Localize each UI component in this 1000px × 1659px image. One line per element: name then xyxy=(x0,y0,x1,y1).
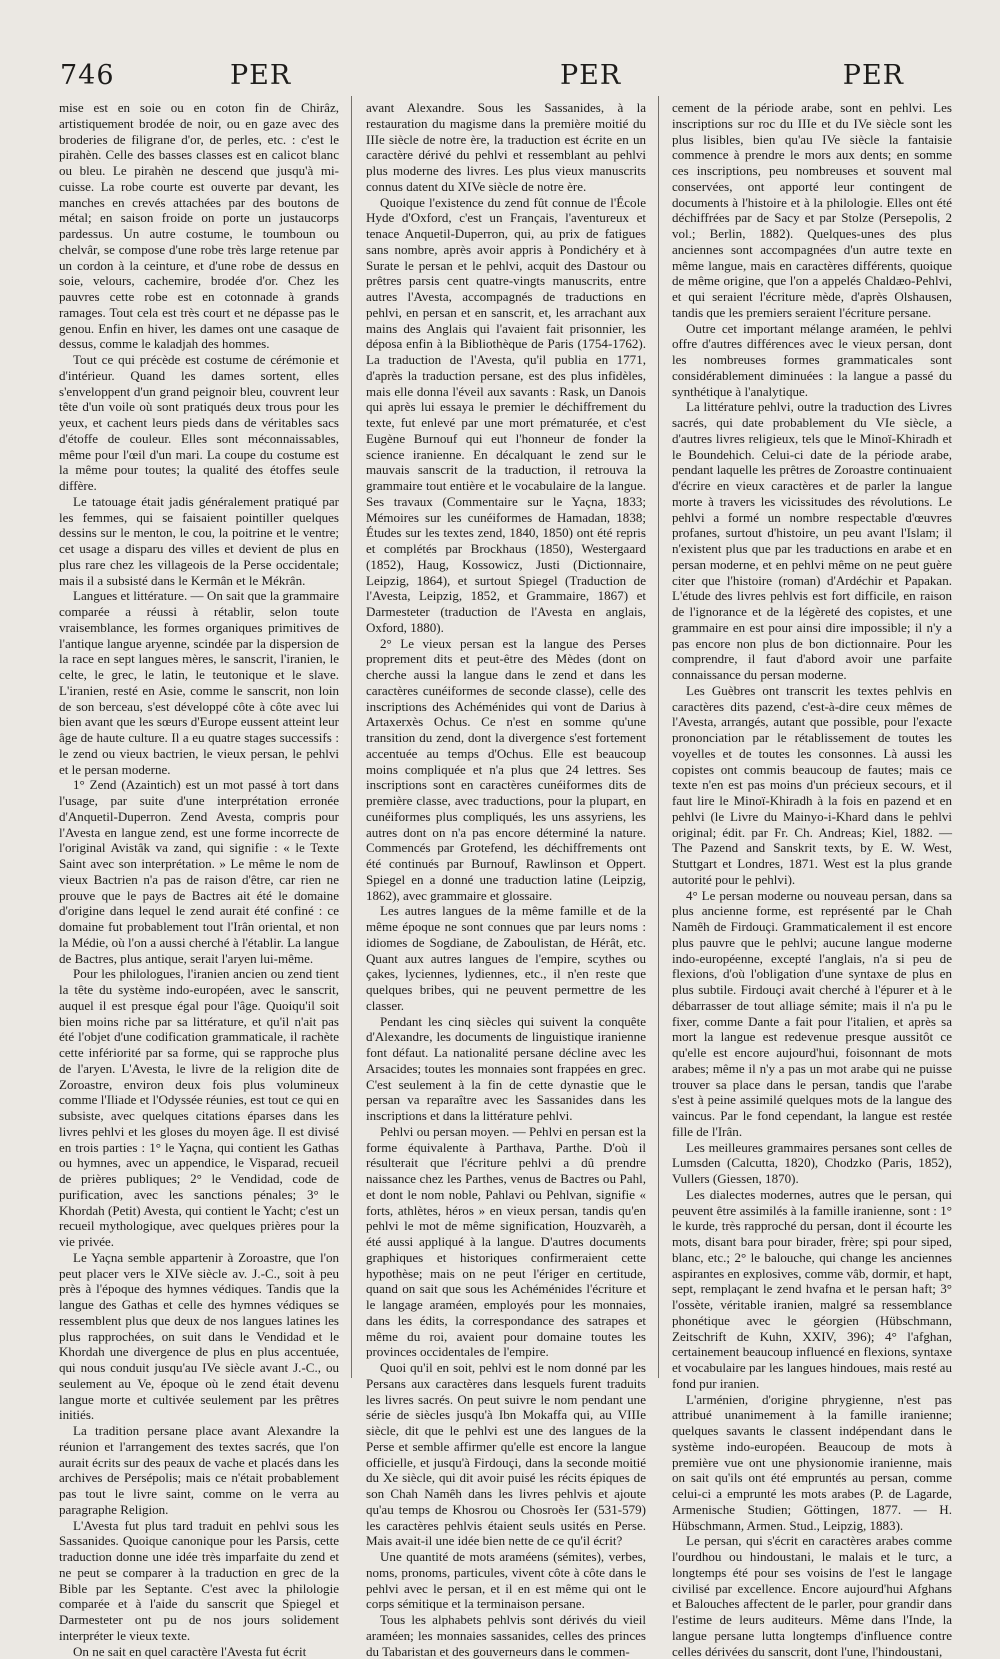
center-running-head: PER xyxy=(560,60,621,91)
left-running-head: PER xyxy=(230,60,291,91)
paragraph: cement de la période arabe, sont en pehlvi. Les inscriptions sur roc du IIIe et du IVe siècle sont les plus lisibles, bien qu'au IVe siècle la fantaisie commence à prendre le mors aux dents; en somme ces inscriptions, peu nombreuses et souvent mal conservées, ont apporté leur contingent de documents à l'histoire et à la philologie. Elles ont été déchiffrées par de Sacy et par Stolze (Persepolis, 2 vol.; Berlin, 1882). Quelques-unes des plus anciennes sont accompagnées d'un autre texte en même langue, mais en caractères différents, quoique de même origine, que l'on a appelés Chaldæo-Pehlvi, et qui seraient l'écriture mède, d'après Olshausen, tandis que les premiers seraient l'écriture persane. xyxy=(672,100,952,321)
right-running-head: PER xyxy=(843,60,904,91)
paragraph: Le persan, qui s'écrit en caractères arabes comme l'ourdhou ou hindoustani, le malais et le turc, a longtemps été pour ses voisins de l'est le langage civilisé par excellence. Encore aujourd'hui Afghans et Balouches affectent de le parler, pour grandir dans l'estime de leurs auditeurs. Même dans l'Inde, la langue persane lutta longtemps d'influence contre celles dérivées du sanscrit, dont l'une, l'hindoustani, xyxy=(672,1533,952,1659)
paragraph: 4° Le persan moderne ou nouveau persan, dans sa plus ancienne forme, est représenté par le Chah Namêh de Firdouçi. Grammaticalement il est encore plus pauvre que le pehlvi; aucune langue moderne indo-européenne, excepté l'anglais, n'a si peu de flexions, d'où l'obligation d'une syntaxe de plus en plus subtile. Firdouçi avait cherché à l'épurer et à le débarrasser de tout alliage sémite; mais il n'a pu le fixer, comme Dante a fait pour l'italien, et après sa mort la langue est redevenue presque aussitôt ce qu'elle est encore aujourd'hui, foisonnant de mots arabes; même il n'y a pas un mot arabe qui ne puisse trouver sa place dans le persan, tandis que l'arabe s'est à peine assimilé quelques mots de la langue des vaincus. Par le fond cependant, la langue est restée fille de l'Irân. xyxy=(672,888,952,1140)
paragraph: 1° Zend (Azaintich) est un mot passé à tort dans l'usage, par suite d'une interprétation erronée d'Anquetil-Duperron. Zend Avesta, compris pour l'Avesta en langue zend, est une forme incorrecte de l'original Avistâk va zand, qui signifie : « le Texte Saint avec son interprétation. » Le même le nom de vieux Bactrien n'a pas de raison d'être, car rien ne prouve que le pays de Bactres ait été le domaine d'origine dans lequel le zend aurait été confiné : ce domaine fut probablement tout l'Irân oriental, et non la Médie, où l'on a aussi cherché à l'établir. La langue de Bactres, plus antique, serait l'aryen lui-même. xyxy=(59,777,339,966)
paragraph: 2° Le vieux persan est la langue des Perses proprement dits et peut-être des Mèdes (dont on cherche aussi la langue dans le zend et dans les caractères cunéiformes de seconde classe), celle des inscriptions des Achéménides qui vont de Darius à Artaxerxès Ochus. Ce n'est en somme qu'une transition du zend, dont la divergence s'est fortement accentuée au temps d'Ochus. Elle est beaucoup moins compliquée et n'a plus que 24 lettres. Ses inscriptions sont en caractères cunéiformes dits de première classe, avec traductions, pour la plupart, en cunéiformes plus compliqués, les uns assyriens, les autres dont on n'a pas encore déterminé la nature. Commencés par Grotefend, les déchiffrements ont été continués par Burnouf, Rawlinson et Oppert. Spiegel en a donné une traduction latine (Leipzig, 1862), avec grammaire et glossaire. xyxy=(366,636,646,904)
paragraph: Les meilleures grammaires persanes sont celles de Lumsden (Calcutta, 1820), Chodzko (Paris, 1852), Vullers (Giessen, 1870). xyxy=(672,1140,952,1187)
paragraph: Tous les alphabets pehlvis sont dérivés du vieil araméen; les monnaies sassanides, celles des princes du Tabaristan et des gouverneurs dans le commen- xyxy=(366,1612,646,1659)
paragraph: avant Alexandre. Sous les Sassanides, à la restauration du magisme dans la première moitié du IIIe siècle de notre ère, la traduction est écrite en un caractère dérivé du pehlvi et ressemblant au pehlvi plus moderne des livres. Les plus vieux manuscrits connus datent du XIVe siècle de notre ère. xyxy=(366,100,646,195)
paragraph: Les Guèbres ont transcrit les textes pehlvis en caractères dits pazend, c'est-à-dire ceux mêmes de l'Avesta, arrangés, autant que possible, pour l'exacte prononciation par le rétablissement de toutes les voyelles et de toutes les consonnes. Là aussi les copistes ont commis beaucoup de fautes; mais ce texte n'en est pas moins d'un précieux secours, et il faut lire le Minoï-Khiradh à la fois en pazend et en pehlvi (le Livre du Mainyo-i-Khard dans le pehlvi original; édit. par Fr. Ch. Andreas; Kiel, 1882. — The Pazend and Sanskrit texts, by E. W. West, Stuttgart et Londres, 1871. West est la plus grande autorité pour le pehlvi). xyxy=(672,683,952,888)
paragraph: Pendant les cinq siècles qui suivent la conquête d'Alexandre, les documents de linguistique iranienne font défaut. La nationalité persane décline avec les Arsacides; toutes les monnaies sont frappées en grec. C'est seulement à la fin de cette dynastie que le persan va reparaître avec les Sassanides dans les inscriptions et dans la littérature pehlvi. xyxy=(366,1014,646,1124)
paragraph: La tradition persane place avant Alexandre la réunion et l'arrangement des textes sacrés, que l'on aurait écrits sur des peaux de vache et placés dans les archives de Persépolis; mais ce n'était probablement pas tout le livre saint, comme on le verra au paragraphe Religion. xyxy=(59,1423,339,1518)
paragraph: Les autres langues de la même famille et de la même époque ne sont connues que par leurs noms : idiomes de Sogdiane, de Zaboulistan, de Hérât, etc. Quant aux autres langues de l'empire, scythes ou çakes, lyciennes, lydiennes, etc., il n'en reste que quelques bribes, qui ne peuvent permettre de les classer. xyxy=(366,903,646,1013)
paragraph: Quoique l'existence du zend fût connue de l'École Hyde d'Oxford, c'est un Français, l'aventureux et tenace Anquetil-Duperron, qui, au prix de fatigues sans nombre, après avoir appris à Pondichéry et à Surate le persan et le pehlvi, acquit des Dastour ou prêtres parsis cent quatre-vingts manuscrits, entre autres l'Avesta, accompagnés de traductions en pehlvi, en persan et en sanscrit, et, les arrachant aux mains des Anglais qui l'avaient fait prisonnier, les déposa enfin à la Bibliothèque de Paris (1754-1762). La traduction de l'Avesta, qu'il publia en 1771, d'après la traduction persane, est des plus infidèles, mais elle donna l'éveil aux savants : Rask, un Danois qui après lui essaya le premier le déchiffrement du texte, fut enlevé par une mort prématurée, et c'est Eugène Burnouf qui eut l'honneur de fonder la science iranienne. En décalquant le zend sur le mauvais sanscrit de la traduction, il retrouva la grammaire tout entière et le vocabulaire de la langue. Ses travaux (Commentaire sur le Yaçna, 1833; Mémoires sur les cunéiformes de Hamadan, 1838; Études sur les textes zend, 1840, 1850) ont été repris et complétés par Brockhaus (1850), Westergaard (1852), Haug, Kossowicz, Justi (Dictionnaire, Leipzig, 1864), et surtout Spiegel (Traduction de l'Avesta, Leipzig, 1852, et Grammaire, 1867) et Darmesteter (traduction de l'Avesta en anglais, Oxford, 1880). xyxy=(366,195,646,636)
text-column-right xyxy=(672,100,952,1375)
paragraph: Langues et littérature. — On sait que la grammaire comparée a réussi à rétablir, selon toute vraisemblance, les formes organiques primitives de l'antique langue aryenne, scindée par la dispersion de la race en sept langues mères, le sanscrit, l'iranien, le celte, le grec, le latin, le teutonique et le slave. L'iranien, resté en Asie, comme le sanscrit, non loin de son berceau, s'est développé côte à côte avec lui bien avant que les sœurs d'Europe eussent atteint leur âge de haute culture. Il a eu quatre stages successifs : le zend ou vieux bactrien, le vieux persan, le pehlvi et le persan moderne. xyxy=(59,588,339,777)
column-divider-right xyxy=(658,96,659,1378)
page-number: 746 xyxy=(60,60,115,91)
paragraph: L'arménien, d'origine phrygienne, n'est pas attribué unanimement à la famille iranienne; quelques savants le classent indépendant dans le système indo-européen. Beaucoup de mots à première vue ont une physionomie iranienne, mais on sait qu'ils ont été empruntés au persan, comme celui-ci a emprunté les mots arabes (P. de Lagarde, Armenische Studien; Göttingen, 1877. — H. Hübschmann, Armen. Stud., Leipzig, 1883). xyxy=(672,1392,952,1534)
paragraph: Pehlvi ou persan moyen. — Pehlvi en persan est la forme équivalente à Parthava, Parthe. D'où il résulterait que l'écriture pehlvi a dû prendre naissance chez les Parthes, venus de Bactres ou Pahl, et dont le nom noble, Pahlavi ou Pehlvan, signifie « forts, athlètes, héros » en vieux persan, tandis qu'en pehlvi le mot de même signification, Houzvarèh, a été aussi appliqué à la langue. D'autres documents graphiques et historiques confirmeraient cette hypothèse; mais on ne peut l'ériger en certitude, quand on sait que sous les Achéménides l'écriture et le langage araméen, employés pour les monnaies, dans les édits, la correspondance des satrapes et même du roi, avaient pour domaine toutes les provinces occidentales de l'empire. xyxy=(366,1124,646,1360)
paragraph: Les dialectes modernes, autres que le persan, qui peuvent être assimilés à la famille iranienne, sont : 1° le kurde, très rapproché du persan, dont il écourte les mots, disant bara pour birader, frère; spi pour siped, blanc, etc.; 2° le balouche, qui change les anciennes aspirantes en explosives, comme vâb, dormir, et hapt, sept, remplaçant le zend hvafna et le persan haft; 3° l'ossète, véritable iranien, malgré sa ressemblance phonétique avec le géorgien (Hübschmann, Zeitschrift de Kuhn, XXIV, 396); 4° l'afghan, certainement beaucoup influencé en flexions, syntaxe et vocabulaire par les langues hindoues, mais resté au fond pur iranien. xyxy=(672,1187,952,1392)
paragraph: Le Yaçna semble appartenir à Zoroastre, que l'on peut placer vers le XIVe siècle av. J.-C., soit à peu près à l'époque des hymnes védiques. Tandis que la langue des Gathas et celle des hymnes védiques se ressemblent plus que deux de nos langues latines les plus rapprochées, on suit dans le Vendidad et le Khordah une divergence de plus en plus accentuée, qui nous conduit jusqu'au IVe siècle avant J.-C., ou seulement au Ve, époque où le zend était devenu langue morte et cultivée seulement par les prêtres initiés. xyxy=(59,1250,339,1423)
paragraph: Tout ce qui précède est costume de cérémonie et d'intérieur. Quand les dames sortent, elles s'enveloppent d'un grand peignoir bleu, couvrent leur tête d'un voile où sont pratiqués deux trous pour les yeux, et cachent leurs pieds dans de véritables sacs d'étoffe de couleur. Elles sont méconnaissables, même pour l'œil d'un mari. La coupe du costume est la même pour toutes; la qualité des étoffes seule diffère. xyxy=(59,352,339,494)
paragraph: mise est en soie ou en coton fin de Chirâz, artistiquement brodée de noir, ou en gaze avec des broderies de filigrane d'or, de perles, etc. : c'est le pirahèn. Celle des basses classes est en calicot blanc ou bleu. Le pirahèn ne descend que jusqu'à mi-cuisse. La robe courte est ouverte par devant, les manches en crevés attachées par des boutons de métal; en saison froide on porte un justaucorps pardessus. Un autre costume, le toumboun ou chelvâr, se compose d'une robe très large retenue par un cordon à la ceinture, et d'une robe de dessus en soie, velours, cachemire, brodée d'or. Chez les pauvres cette robe est en cotonnade à grands ramages. Tout cela est très court et ne dépasse pas le genou. Enfin en hiver, les dames ont une casaque de dessus, comme le kaladjah des hommes. xyxy=(59,100,339,352)
paragraph: Pour les philologues, l'iranien ancien ou zend tient la tête du système indo-européen, avec le sanscrit, auquel il est presque égal pour l'âge. Quoiqu'il soit bien moins riche par sa littérature, et qu'il n'ait pas été l'objet d'une codification grammaticale, il rachète cette infériorité par sa forme, qui se rapproche plus de l'aryen. L'Avesta, le livre de la religion dite de Zoroastre, environ deux fois plus volumineux comme l'Iliade et l'Odyssée réunies, est tout ce qui en subsiste, avec quelques citations éparses dans les livres pehlvi et les gloses du moyen âge. Il est divisé en trois parties : 1° le Yaçna, qui contient les Gathas ou hymnes, avec un appendice, le Visparad, recueil de prières publiques; 2° le Vendidad, code de purification, avec les sanctions pénales; 3° le Khordah (Petit) Avesta, qui contient le Yacht; c'est un recueil mythologique, avec quelques prières pour la vie privée. xyxy=(59,966,339,1250)
paragraph: L'Avesta fut plus tard traduit en pehlvi sous les Sassanides. Quoique canonique pour les Parsis, cette traduction donne une idée très imparfaite du zend et ne peut se comparer à la traduction en grec de la Bible par les Septante. C'est avec la philologie comparée et à l'aide du sanscrit que Spiegel et Darmesteter ont pu de nos jours solidement interpréter le vieux texte. xyxy=(59,1518,339,1644)
running-header xyxy=(60,60,944,100)
column-divider-left xyxy=(351,96,352,1378)
paragraph: Outre cet important mélange araméen, le pehlvi offre d'autres différences avec le vieux persan, dont les nombreuses formes grammaticales sont considérablement diminuées : la langue a passé du synthétique à l'analytique. xyxy=(672,321,952,400)
paragraph: On ne sait en quel caractère l'Avesta fut écrit xyxy=(59,1644,339,1659)
paragraph: Le tatouage était jadis généralement pratiqué par les femmes, qui se faisaient pointiller quelques dessins sur le menton, le cou, la poitrine et le ventre; cet usage a disparu des villes et devient de plus en plus rare chez les villageois de la Perse occidentale; mais il a subsisté dans le Kermân et le Mékrân. xyxy=(59,494,339,589)
text-column-left xyxy=(59,100,339,1375)
text-column-middle xyxy=(366,100,646,1375)
paragraph: La littérature pehlvi, outre la traduction des Livres sacrés, qui date probablement du VIe siècle, a d'autres livres religieux, tels que le Minoï-Khiradh et le Boundehich. Celui-ci date de la période arabe, pendant laquelle les prêtres de Zoroastre continuaient d'écrire en vieux caractères et de parler la langue morte à travers les vicissitudes des révolutions. Le pehlvi a formé un nombre respectable d'œuvres profanes, surtout d'histoire, un peu avant l'Islam; il n'existent plus que par les traductions en arabe et en persan moderne, et en pehlvi même on ne peut guère citer que l'histoire (roman) d'Ardéchir et Papakan. L'étude des livres pehlvis est fort difficile, en raison de l'ignorance et de la légèreté des copistes, et une grammaire en est pour ainsi dire impossible; il n'y a pas encore non plus de bon dictionnaire. Pour les comprendre, il faut d'abord avoir une parfaite connaissance du persan moderne. xyxy=(672,399,952,683)
paragraph: Une quantité de mots araméens (sémites), verbes, noms, pronoms, particules, vivent côte à côte dans le pehlvi avec le persan, et il en est même qui ont le corps sémitique et la terminaison persane. xyxy=(366,1549,646,1612)
paragraph: Quoi qu'il en soit, pehlvi est le nom donné par les Persans aux caractères dans lesquels furent traduits les livres sacrés. On peut suivre le nom pendant une série de siècles jusqu'à Ibn Mokaffa qui, au VIIIe siècle, dit que le pehlvi est une des langues de la Perse et semble affirmer qu'elle est encore la langue officielle, et jusqu'à Firdouçi, dans la seconde moitié du Xe siècle, qui dit avoir puisé les récits épiques de son Chah Namêh dans les livres pehlvis et ajoute qu'au temps de Khosrou ou Chosroès Ier (531-579) les caractères pehlvis étaient seuls usités en Perse. Mais avait-il une idée bien nette de ce qu'il écrit? xyxy=(366,1360,646,1549)
